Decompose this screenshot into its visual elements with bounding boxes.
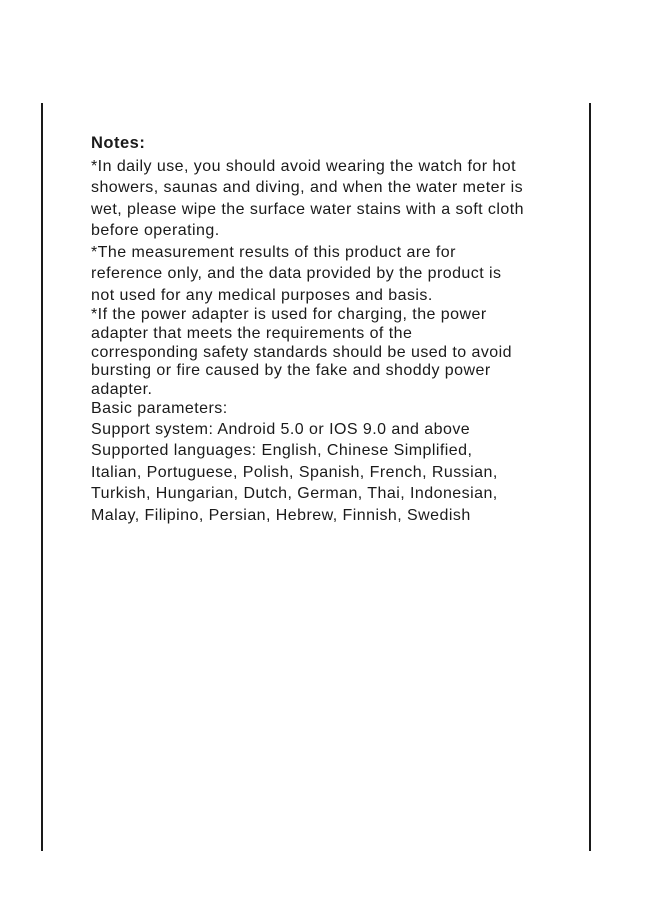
languages-line-2: Italian, Portuguese, Polish, Spanish, French, Russian,: [91, 463, 498, 481]
note-3-line-4: bursting or fire caused by the fake and shoddy power: [91, 362, 491, 380]
note-1-line-1: *In daily use, you should avoid wearing the watch for hot: [91, 157, 517, 175]
right-border-line: [589, 103, 591, 851]
note-3-line-2: adapter that meets the requirements of the: [91, 324, 413, 342]
left-border-line: [41, 103, 43, 851]
support-system-line: Support system: Android 5.0 or IOS 9.0 and above: [91, 420, 471, 438]
parameters-heading: Basic parameters:: [91, 399, 228, 417]
note-3-line-3: corresponding safety standards should be used to avoid: [91, 343, 513, 361]
note-2-line-3: not used for any medical purposes and basis.: [91, 286, 433, 304]
languages-line-3: Turkish, Hungarian, Dutch, German, Thai, Indonesian,: [91, 485, 498, 503]
languages-line-1: Supported languages: English, Chinese Simplified,: [91, 442, 473, 460]
languages-line-4: Malay, Filipino, Persian, Hebrew, Finnish, Swedish: [91, 506, 471, 524]
note-1-line-4: before operating.: [91, 222, 220, 239]
note-3-line-5: adapter.: [91, 381, 153, 399]
notes-heading: Notes:: [91, 134, 146, 152]
note-2-line-1: *The measurement results of this product are for: [91, 243, 456, 261]
note-3-line-1: *If the power adapter is used for charging, the power: [91, 306, 487, 323]
note-1-line-3: wet, please wipe the surface water stains with a soft cloth: [91, 200, 524, 218]
manual-page-text: [91, 133, 571, 526]
note-1-line-2: showers, saunas and diving, and when the water meter is: [91, 179, 524, 196]
note-2-line-2: reference only, and the data provided by the product is: [91, 265, 502, 282]
